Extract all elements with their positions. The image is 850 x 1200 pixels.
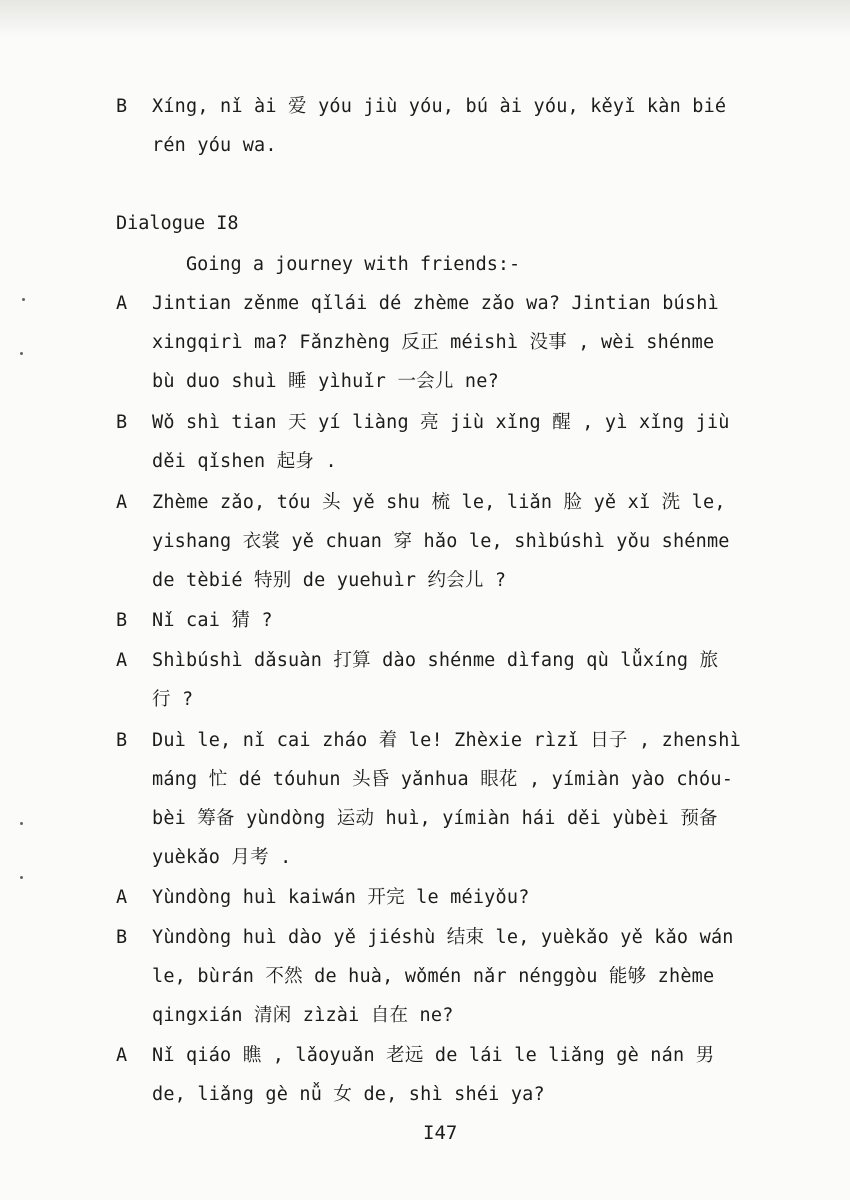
dialogue-line: 行 ? [152, 689, 194, 710]
speaker-label: A [116, 293, 128, 314]
speaker-label: A [116, 492, 128, 513]
dialogue-line: Duì le, nǐ cai zháo 着 le! Zhèxie rìzǐ 日子 , zhenshì [152, 730, 741, 751]
dialogue-line: de tèbié 特别 de yuehuìr 约会儿 ? [152, 570, 507, 591]
dialogue-subheading: Going a journey with friends:- [186, 254, 521, 275]
dialogue-line: Xíng, nǐ ài 爱 yóu jiù yóu, bú ài yóu, kěyǐ kàn bié [152, 96, 727, 117]
margin-speck [20, 352, 23, 355]
scan-edge-shadow [0, 0, 850, 38]
dialogue-line: de, liǎng gè nǚ 女 de, shì shéi ya? [152, 1084, 545, 1105]
dialogue-line: Jintian zěnme qǐlái dé zhème zǎo wa? Jintian búshì [152, 293, 719, 314]
speaker-label: B [116, 730, 128, 751]
speaker-label: A [116, 1045, 128, 1066]
dialogue-line: Wǒ shì tian 天 yí liàng 亮 jiù xǐng 醒 , yì xǐng jiù [152, 412, 730, 433]
dialogue-line: bèi 筹备 yùndòng 运动 huì, yímiàn hái děi yùbèi 预备 [152, 808, 718, 829]
dialogue-heading: Dialogue I8 [116, 213, 239, 234]
dialogue-line: máng 忙 dé tóuhun 头昏 yǎnhua 眼花 , yímiàn yào chóu- [152, 769, 734, 790]
dialogue-line: qingxián 清闲 zìzài 自在 ne? [152, 1005, 454, 1026]
speaker-label: B [116, 610, 128, 631]
dialogue-line: le, bùrán 不然 de huà, wǒmén nǎr nénggòu 能够 zhème [152, 966, 715, 987]
speaker-label: B [116, 96, 128, 117]
dialogue-line: Yùndòng huì kaiwán 开完 le méiyǒu? [152, 887, 530, 908]
speaker-label: A [116, 887, 128, 908]
dialogue-line: Zhème zǎo, tóu 头 yě shu 梳 le, liǎn 脸 yě xǐ 洗 le, [152, 492, 726, 513]
dialogue-line: Nǐ cai 猜 ? [152, 610, 273, 631]
speaker-label: B [116, 412, 128, 433]
margin-speck [22, 298, 25, 301]
dialogue-line: bù duo shuì 睡 yìhuǐr 一会儿 ne? [152, 371, 499, 392]
speaker-label: B [116, 927, 128, 948]
dialogue-line: yishang 衣裳 yě chuan 穿 hǎo le, shìbúshì yǒu shénme [152, 531, 730, 552]
dialogue-line: xingqirì ma? Fǎnzhèng 反正 méishì 没事 , wèi shénme [152, 332, 715, 353]
margin-speck [20, 822, 23, 825]
dialogue-line: děi qǐshen 起身 . [152, 451, 337, 472]
page-number: I47 [423, 1122, 458, 1144]
margin-speck [20, 876, 23, 879]
dialogue-line: yuèkǎo 月考 . [152, 847, 292, 868]
dialogue-line: Yùndòng huì dào yě jiéshù 结束 le, yuèkǎo yě kǎo wán [152, 927, 734, 948]
dialogue-line: rén yóu wa. [152, 135, 277, 156]
dialogue-line: Shìbúshì dǎsuàn 打算 dào shénme dìfang qù lǚxíng 旅 [152, 650, 719, 671]
dialogue-line: Nǐ qiáo 瞧 , lǎoyuǎn 老远 de lái le liǎng gè nán 男 [152, 1045, 715, 1066]
speaker-label: A [116, 650, 128, 671]
